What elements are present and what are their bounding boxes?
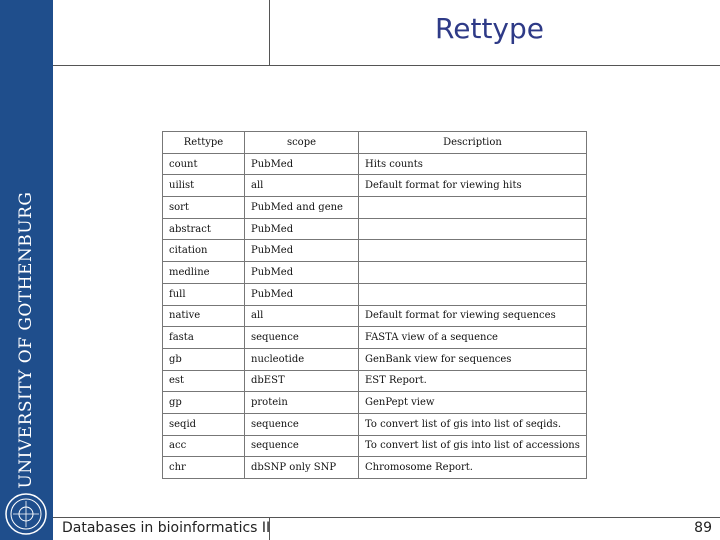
table-cell: citation: [163, 240, 245, 262]
table-row: [163, 413, 587, 435]
table-cell: est: [163, 370, 245, 392]
page-number: 89: [694, 520, 712, 536]
table-row: [163, 392, 587, 414]
university-sidebar: [0, 0, 53, 540]
table-row: [163, 240, 587, 262]
slide-title: Rettype: [435, 12, 544, 45]
table-cell: Default format for viewing sequences: [359, 305, 587, 327]
table-cell: Hits counts: [359, 153, 587, 175]
footer-divider: [53, 517, 720, 518]
table-cell: all: [245, 175, 359, 197]
table-cell: dbSNP only SNP: [245, 457, 359, 479]
table-row: [163, 283, 587, 305]
table-cell: [359, 283, 587, 305]
table-cell: native: [163, 305, 245, 327]
table-cell: GenBank view for sequences: [359, 348, 587, 370]
table-cell: chr: [163, 457, 245, 479]
header-divider-vertical: [269, 0, 270, 65]
table-cell: [359, 218, 587, 240]
table-cell: EST Report.: [359, 370, 587, 392]
table-cell: PubMed: [245, 153, 359, 175]
table-row: [163, 348, 587, 370]
table-row: [163, 218, 587, 240]
table-cell: medline: [163, 262, 245, 284]
table-row: [163, 175, 587, 197]
table-cell: PubMed: [245, 240, 359, 262]
table-cell: Chromosome Report.: [359, 457, 587, 479]
table-cell: GenPept view: [359, 392, 587, 414]
table-row: [163, 262, 587, 284]
table-row: [163, 457, 587, 479]
table-cell: fasta: [163, 327, 245, 349]
table-cell: all: [245, 305, 359, 327]
table-cell: Default format for viewing hits: [359, 175, 587, 197]
table-row: [163, 197, 587, 219]
table-cell: acc: [163, 435, 245, 457]
table-row: [163, 305, 587, 327]
table-cell: To convert list of gis into list of seqids.: [359, 413, 587, 435]
table-cell: gb: [163, 348, 245, 370]
table-cell: sequence: [245, 435, 359, 457]
footer-course-title: Databases in bioinformatics II: [62, 520, 271, 536]
table-cell: PubMed: [245, 218, 359, 240]
table-cell: abstract: [163, 218, 245, 240]
table-cell: PubMed: [245, 262, 359, 284]
table-cell: To convert list of gis into list of accessions: [359, 435, 587, 457]
table-cell: [359, 240, 587, 262]
column-header: Rettype: [163, 132, 245, 154]
table-cell: PubMed: [245, 283, 359, 305]
table-cell: [359, 197, 587, 219]
table-row: [163, 370, 587, 392]
university-name: UNIVERSITY OF GOTHENBURG: [16, 191, 36, 489]
table-header-row: [163, 132, 587, 154]
table-cell: FASTA view of a sequence: [359, 327, 587, 349]
table-cell: nucleotide: [245, 348, 359, 370]
header-divider: [53, 65, 720, 66]
table-cell: PubMed and gene: [245, 197, 359, 219]
table-cell: sequence: [245, 413, 359, 435]
table-cell: [359, 262, 587, 284]
column-header: Description: [359, 132, 587, 154]
table-row: [163, 327, 587, 349]
table-cell: dbEST: [245, 370, 359, 392]
table-row: [163, 435, 587, 457]
university-seal-icon: [4, 492, 48, 536]
column-header: scope: [245, 132, 359, 154]
rettype-table: [162, 131, 587, 479]
table-cell: count: [163, 153, 245, 175]
table-cell: full: [163, 283, 245, 305]
table-cell: protein: [245, 392, 359, 414]
table-row: [163, 153, 587, 175]
table-cell: gp: [163, 392, 245, 414]
table-cell: sort: [163, 197, 245, 219]
table-cell: uilist: [163, 175, 245, 197]
table-cell: seqid: [163, 413, 245, 435]
table-cell: sequence: [245, 327, 359, 349]
